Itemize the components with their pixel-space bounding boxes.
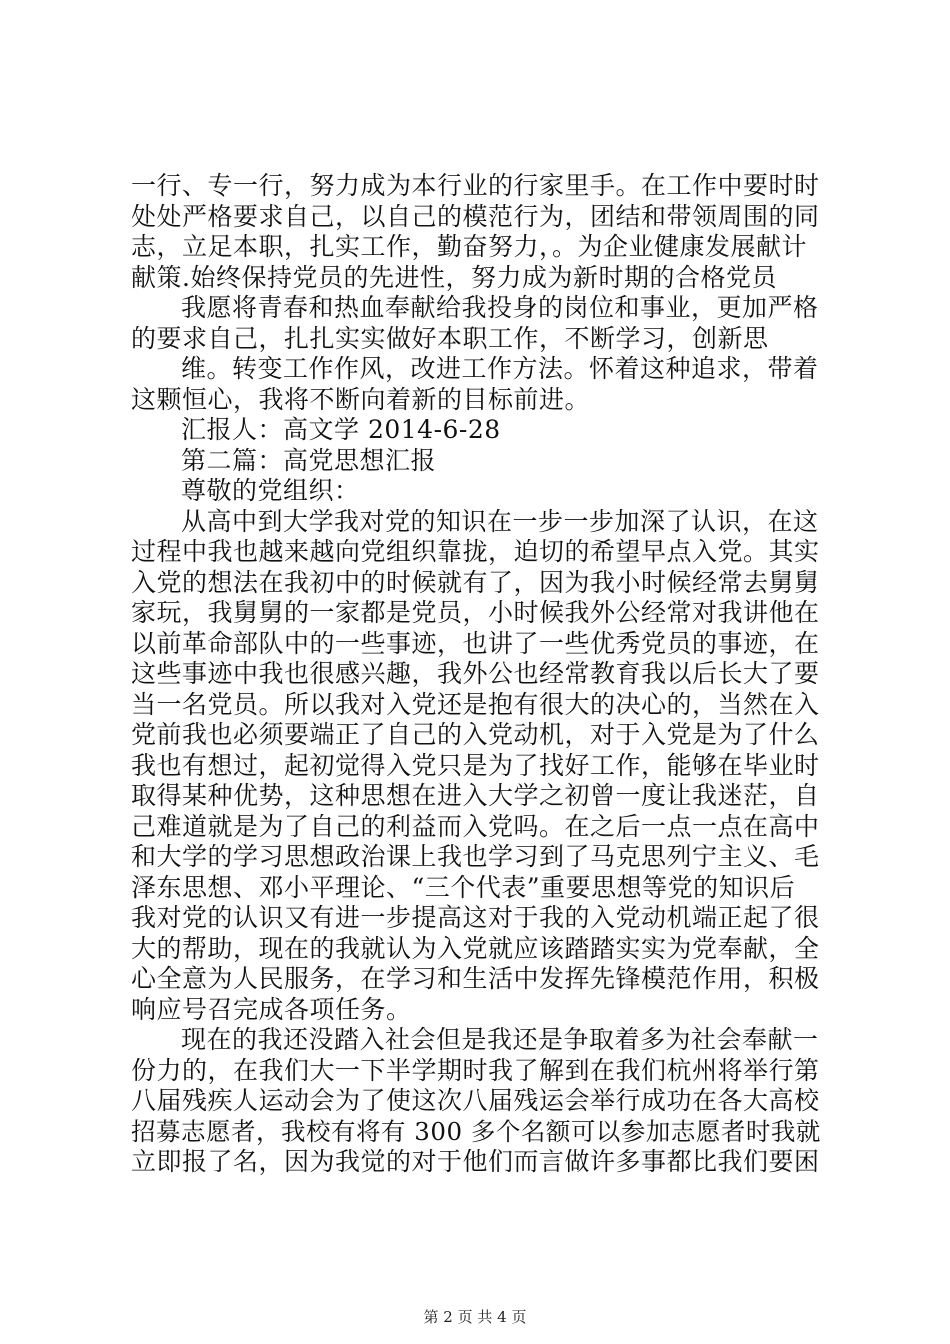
text-line: 我愿将青春和热血奉献给我投身的岗位和事业，更加严格 [181,293,819,322]
text-line: 尊敬的党组织： [181,476,360,505]
text-line: 这颗恒心，我将不断向着新的目标前进。 [131,384,591,414]
text-line: 献策.始终保持党员的先进性，努力成为新时期的合格党员 [131,262,777,292]
text-line: 过程中我也越来越向党组织靠拢，迫切的希望早点入党。其实 [131,537,820,566]
text-line: 的要求自己，扎扎实实做好本职工作，不断学习，创新思 [131,323,769,353]
text-line: 心全意为人民服务，在学习和生活中发挥先锋模范作用，积极 [131,964,820,993]
text-line: 从高中到大学我对党的知识在一步一步加深了认识，在这 [181,506,819,536]
text-line: 八届残疾人运动会为了使这次八届残运会举行成功在各大高校 [131,1086,820,1115]
text-line: 大的帮助，现在的我就认为入党就应该踏踏实实为党奉献，全 [131,933,820,963]
text-line: 汇报人：高文学 2014-6-28 [181,415,501,444]
text-line: 泽东思想、邓小平理论、“三个代表”重要思想等党的知识后 [131,872,796,902]
page-footer: 第 2 页 共 4 页 [423,1308,527,1326]
text-line: 以前革命部队中的一些事迹，也讲了一些优秀党员的事迹，在 [131,628,820,658]
text-line: 响应号召完成各项任务。 [131,994,412,1024]
text-line: 现在的我还没踏入社会但是我还是争取着多为社会奉献一 [181,1025,819,1054]
text-line: 我对党的认识又有进一步提高这对于我的入党动机端正起了很 [131,903,820,932]
text-line: 立即报了名，因为我觉的对于他们而言做许多事都比我们要困 [131,1147,820,1176]
text-line: 党前我也必须要端正了自己的入党动机，对于入党是为了什么 [131,720,820,749]
document-body [131,171,831,1178]
text-line: 己难道就是为了自己的利益而入党吗。在之后一点一点在高中 [131,811,820,841]
text-line: 入党的想法在我初中的时候就有了，因为我小时候经常去舅舅 [131,567,820,597]
text-line: 志，立足本职，扎实工作，勤奋努力，。为企业健康发展献计 [131,232,808,261]
text-line: 一行、专一行，努力成为本行业的行家里手。在工作中要时时 [131,171,820,200]
text-line: 处处严格要求自己，以自己的模范行为，团结和带领周围的同 [131,201,820,231]
text-line: 这些事迹中我也很感兴趣，我外公也经常教育我以后长大了要 [131,659,820,688]
text-line: 和大学的学习思想政治课上我也学习到了马克思列宁主义、毛 [131,842,820,871]
text-line: 当一名党员。所以我对入党还是抱有很大的决心的，当然在入 [131,689,820,719]
text-line: 招募志愿者，我校有将有 300 多个名额可以参加志愿者时我就 [131,1116,821,1146]
text-line: 家玩，我舅舅的一家都是党员，小时候我外公经常对我讲他在 [131,598,820,627]
text-line: 我也有想过，起初觉得入党只是为了找好工作，能够在毕业时 [131,750,820,780]
text-line: 份力的，在我们大一下半学期时我了解到在我们杭州将举行第 [131,1055,820,1085]
text-line: 维。转变工作作风，改进工作方法。怀着这种追求，带着 [181,354,819,383]
text-line: 第二篇：高党思想汇报 [181,445,437,475]
text-line: 取得某种优势，这种思想在进入大学之初曾一度让我迷茫，自 [131,781,820,810]
